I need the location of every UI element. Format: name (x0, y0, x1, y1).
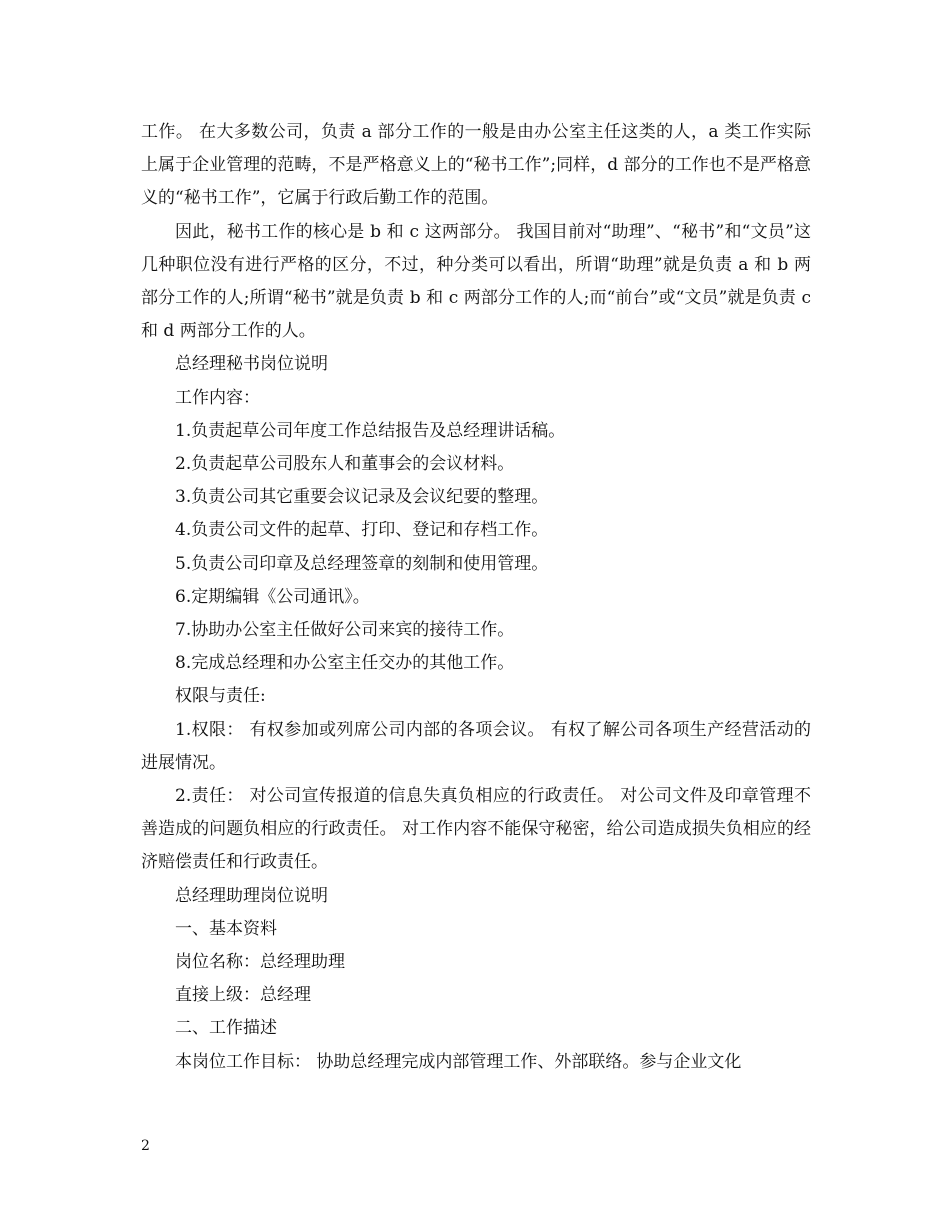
page-number: 2 (141, 1138, 150, 1154)
subheading: 权限与责任: (175, 686, 266, 707)
list-item: 1.负责起草公司年度工作总结报告及总经理讲话稿。 (175, 420, 566, 441)
section-heading: 总经理助理岗位说明 (175, 885, 328, 906)
list-item: 2.责任： 对公司宣传报道的信息失真负相应的行政责任。 对公司文件及印章管理不善造成的问题负相应的行政责任。 对工作内容不能保守秘密，给公司造成损失负相应的经济赔偿责任和行政责任。 (141, 786, 811, 873)
paragraph-continued: 工作。 在大多数公司，负责 a 部分工作的一般是由办公室主任这类的人，a 类工作实际上属于企业管理的范畴，不是严格意义上的“秘书工作”;同样，d 部分的工作也不是严格意义的“秘书工作”，它属于行政后勤工作的范围。 (141, 122, 811, 209)
list-item: 1.权限： 有权参加或列席公司内部的各项会议。 有权了解公司各项生产经营活动的进展情况。 (141, 719, 811, 773)
body-text (141, 116, 811, 1079)
list-item: 4.负责公司文件的起草、打印、登记和存档工作。 (175, 520, 549, 541)
list-item: 3.负责公司其它重要会议记录及会议纪要的整理。 (175, 487, 549, 508)
paragraph: 因此，秘书工作的核心是 b 和 c 这两部分。 我国目前对“助理”、“秘书”和“文员”这几种职位没有进行严格的区分，不过，种分类可以看出，所谓“助理”就是负责 a 和 b 两部分工作的人;所谓“秘书”就是负责 b 和 c 两部分工作的人;而“前台”或“文员”就是负责 c 和 d 两部分工作的人。 (141, 221, 811, 342)
list-item: 7.协助办公室主任做好公司来宾的接待工作。 (175, 620, 515, 641)
list-item: 5.负责公司印章及总经理签章的刻制和使用管理。 (175, 553, 549, 574)
list-item: 2.负责起草公司股东人和董事会的会议材料。 (175, 454, 515, 475)
subheading: 工作内容： (175, 387, 260, 408)
list-item: 8.完成总经理和办公室主任交办的其他工作。 (175, 653, 515, 674)
section-heading: 总经理秘书岗位说明 (175, 354, 328, 375)
list-item: 6.定期编辑《公司通讯》。 (175, 586, 370, 607)
info-line: 岗位名称：总经理助理 (175, 952, 345, 973)
paragraph: 本岗位工作目标： 协助总经理完成内部管理工作、外部联络。参与企业文化 (175, 1051, 742, 1072)
subheading: 一、基本资料 (175, 918, 277, 939)
subheading: 二、工作描述 (175, 1018, 277, 1039)
info-line: 直接上级：总经理 (175, 985, 311, 1006)
